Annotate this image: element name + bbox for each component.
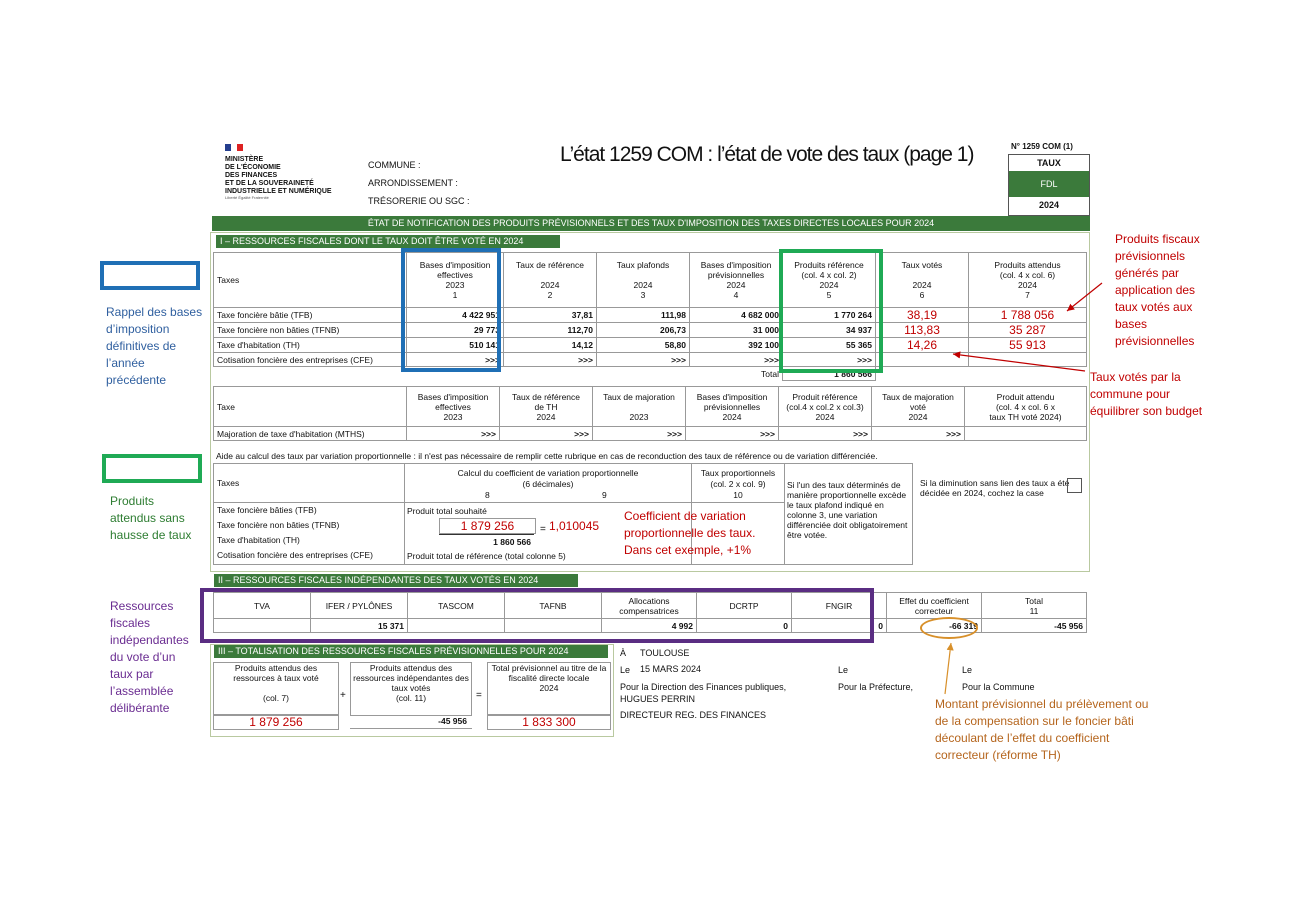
sig-dgfip: Pour la Direction des Finances publiques, [620,682,787,692]
aide-calc2: (6 décimales) [522,479,574,489]
annotation-purple: Ressources fiscales indépendantes du vote d’un taux par l’assemblée délibérante [110,599,189,715]
arrondissement-label: ARRONDISSEMENT : [368,178,458,188]
commune-label: COMMUNE : [368,160,421,170]
s3-col1: Produits attendus des ressources à taux voté (col. 7) [213,662,339,716]
col-header: Produits attendus (col. 4 x col. 6) 2024 7 [969,253,1087,308]
page-title: L’état 1259 COM : l’état de vote des taux (page 1) [560,143,974,166]
aide-row: Cotisation foncière des entreprises (CFE) [217,550,373,560]
arrow-produits [1067,283,1102,311]
note-plafond: Si l'un des taux déterminés de manière proportionnelle excède le taux plafond indiqué en colonne 3, une variation différenciée doit obligatoirement être votée. [787,480,908,540]
main-banner: ÉTAT DE NOTIFICATION DES PRODUITS PRÉVISIONNELS ET DES TAUX D'IMPOSITION DES TAXES DIRECTES LOCALES POUR 2024 [212,216,1090,231]
annotation-taux: Taux votés par la commune pour équilibrer son budget [1090,370,1203,418]
motto: Liberté Égalité Fraternité [225,195,269,200]
table-row: Majoration de taxe d'habitation (MTHS) >>> >>> >>> >>> >>> >>> [214,427,1087,441]
section3-title: III – TOTALISATION DES RESSOURCES FISCALES PRÉVISIONNELLES POUR 2024 [214,645,608,658]
arrow-taux [953,354,1085,371]
ministry-line: ET DE LA SOUVERAINETÉ [225,180,314,187]
sig-name: HUGUES PERRIN [620,694,696,704]
sig-le3: Le [962,665,973,675]
col-taxe: Taxe [214,387,407,427]
annotation-orange: Montant prévisionnel du prélèvement ou de la compensation sur le foncier bâti découlant de l’effet du coefficient correcteur (réforme TH) [935,697,1149,762]
annotation-green: Produits attendus sans hausse de taux [110,494,192,542]
s3-col3: Total prévisionnel au titre de la fiscalité directe locale 2024 [487,662,611,716]
ministry-line: DE L'ÉCONOMIE [225,164,281,171]
form-number: N° 1259 COM (1) [1011,142,1073,151]
col-header: Bases d'imposition prévisionnelles 2024 4 [690,253,783,308]
equals-sign: = [476,690,482,701]
produit-ref-label: Produit total de référence (total colonne 5) [407,551,566,561]
col-header: Taux de référence 2024 2 [504,253,597,308]
sig-le: Le [620,665,631,675]
table-row: Taxe foncière non bâties (TFNB) 29 773 112,70 206,73 31 000 34 937 113,83 35 287 [214,323,1087,338]
produit-souhaite-label: Produit total souhaité [407,506,487,516]
table-row: Taxe foncière bâtie (TFB) 4 422 951 37,81 111,98 4 682 000 1 770 264 38,19 1 788 056 [214,308,1087,323]
ministry-line: DES FINANCES [225,172,278,179]
sig-role: DIRECTEUR REG. DES FINANCES [620,710,767,720]
produit-ref-value: 1 860 566 [493,537,531,547]
sig-le2: Le [838,665,849,675]
annotation-produits: Produits fiscaux prévisionnels générés par application des taux votés aux bases prévisionnelles [1115,232,1200,348]
sig-city: TOULOUSE [640,648,690,658]
col-taxes: Taxes [214,253,407,308]
aide-taxes: Taxes [217,478,240,488]
year-label: 2024 [1038,200,1060,210]
aide-calc: Calcul du coefficient de variation proportionnelle [457,468,639,478]
annotation-blue: Rappel des bases d’imposition définitives de l’année précédente [106,305,203,387]
table-row: Cotisation foncière des entreprises (CFE) >>> >>> >>> >>> >>> [214,353,1087,367]
plus-sign: + [340,690,346,701]
aide-n9: 9 [602,490,607,500]
coefficient-value: 1,010045 [549,519,600,533]
aide-n8: 8 [485,490,490,500]
aide-row: Taxe d'habitation (TH) [217,535,300,545]
total-row: Total 1 860 566 [214,367,1087,381]
annotation-coef: Coefficient de variation proportionnelle des taux. Dans cet exemple, +1% [624,509,756,557]
taux-label: TAUX [1037,158,1061,168]
tresorerie-label: TRÉSORERIE OU SGC : [368,196,470,206]
col-header: Bases d'imposition effectives 2023 1 [407,253,504,308]
section1-title: I – RESSOURCES FISCALES DONT LE TAUX DOIT ÊTRE VOTÉ EN 2024 [216,235,560,248]
fdl-label: FDL [1009,171,1089,197]
col-header: Produits référence (col. 4 x col. 2) 2024 5 [783,253,876,308]
aide-row: Taxe foncière bâties (TFB) [217,505,317,515]
sig-a: À [620,648,627,658]
section2-title: II – RESSOURCES FISCALES INDÉPENDANTES DES TAUX VOTÉS EN 2024 [214,574,578,587]
sig-commune: Pour la Commune [962,682,1035,692]
aide-row: Taxe foncière non bâties (TFNB) [217,520,340,530]
note-diminution: Si la diminution sans lien des taux a été décidée en 2024, cochez la case [920,478,1070,498]
s3-value1: 1 879 256 [213,714,339,730]
sig-prefecture: Pour la Préfecture, [838,682,914,692]
ministry-line: INDUSTRIELLE ET NUMÉRIQUE [225,188,332,195]
ministry-line: MINISTÈRE [225,156,264,163]
produit-souhaite-value: 1 879 256 [439,518,536,534]
aide-n10: 10 [733,490,743,500]
aide-block: Taxes Calcul du coefficient de variation proportionnelle (6 décimales) 8 9 Taux proportionnels (col. 2 x col. 9) 10 Taxe foncière bâties (TFB) Taxe foncière non bâties (TFNB) Taxe d'habitation (TH) Cotisation foncière des entreprises (CFE) Produit total souhaité 1 879 256 = 1,010045 1 860 566 Produit total de référence (total colonne 5) Si l'un des taux déterminés de manière proportionnelle excède le taux plafond indiqué en colonne 3, une variation différenciée doit obligatoirement être votée. [213,463,913,565]
aide-taux: Taux proportionnels [700,468,776,478]
col-header: Taux plafonds 2024 3 [597,253,690,308]
s3-value3: 1 833 300 [487,714,611,730]
sig-date: 15 MARS 2024 [640,664,702,674]
col-header: Taux votés 2024 6 [876,253,969,308]
mths-table: Taxe Bases d'imposition effectives 2023 Taux de référence de TH 2024 Taux de majoration 2023 Bases d'imposition prévisionnelles 2024 Produit référence (col.4 x col.2 x col.3) 2024 Taux de majoration voté 2024 Produit attendu (col. 4 x col. 6 x taux TH voté 2024) Majoration de taxe d'habitation (MTHS) >>> >>> >>> >>> >>> >>> [213,386,1087,441]
section2-table: TVA IFER / PYLÔNES TASCOM TAFNB Allocations compensatrices DCRTP FNGIR Effet du coefficient correcteur Total 11 15 371 4 992 0 0 -66 319 -45 956 [213,592,1087,633]
s3-col2: Produits attendus des ressources indépendantes des taux votés (col. 11) [350,662,472,716]
table-row: 15 371 4 992 0 0 -66 319 -45 956 [214,619,1087,633]
aide-taux2: (col. 2 x col. 9) [710,479,766,489]
arrow-orange [945,643,951,694]
aide-text: Aide au calcul des taux par variation proportionnelle : il n'est pas nécessaire de remplir cette rubrique en cas de reconduction des taux de référence ou de variation différenciée. [216,451,878,461]
s3-value2: -45 956 [438,716,467,726]
table-row: Taxe d'habitation (TH) 510 141 14,12 58,80 392 100 55 365 14,26 55 913 [214,338,1087,353]
